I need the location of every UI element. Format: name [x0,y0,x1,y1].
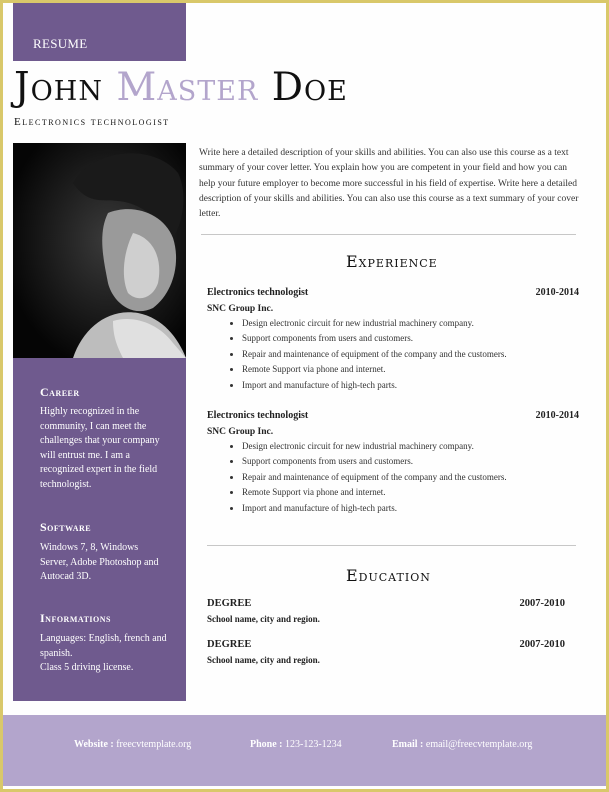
languages-text: Languages: English, french and spanish. [40,633,167,659]
middle-name: Master [116,65,259,110]
resume-tag-label: RESUME [33,36,88,51]
phone-value: 123-123-1234 [285,739,342,750]
degree-years: 2007-2010 [519,639,565,650]
degree-years: 2007-2010 [519,598,565,609]
duty-item: • Import and manufacture of high-tech parts. [242,378,579,393]
job-duties [207,316,579,393]
duty-item: • Support components from users and customers. [242,331,579,346]
career-text: Highly recognized in the community, I can meet the challenges that your company will entrust me. I am a recognized expert in the field technologist. [40,406,160,490]
divider [207,545,576,546]
school-name: School name, city and region. [207,614,320,624]
job-position: Electronics technologist [207,410,309,421]
education-item [207,639,565,665]
school-name: School name, city and region. [207,655,320,665]
experience-item [207,287,579,393]
footer-phone [250,739,342,750]
duty-item: • Remote Support via phone and internet. [242,485,579,500]
email-value: email@freecvtemplate.org [425,739,533,750]
license-text: Class 5 driving license. [40,662,134,673]
software-heading: Software [40,520,92,534]
job-company: SNC Group Inc. [207,304,274,314]
job-title: Electronics technologist [14,116,170,128]
education-heading: Education [346,566,431,585]
experience-heading: Experience [346,252,438,271]
job-company: SNC Group Inc. [207,427,274,437]
career-heading: Career [40,385,80,399]
job-position: Electronics technologist [207,287,309,298]
sidebar [13,358,186,701]
software-text: Windows 7, 8, Windows Server, Adobe Photoshop and Autocad 3D. [40,542,159,582]
resume-tag [13,3,186,61]
footer-website [74,739,191,750]
degree-name: DEGREE [207,598,252,609]
phone-label: Phone : [250,739,283,750]
candidate-name [14,64,348,112]
duty-item: • Remote Support via phone and internet. [242,362,579,377]
duty-item: • Design electronic circuit for new industrial machinery company. [242,439,579,454]
profile-photo [13,143,186,358]
footer-bar [3,715,606,786]
degree-name: DEGREE [207,639,252,650]
experience-item [207,410,579,516]
website-label: Website : [74,739,114,750]
duty-item: • Repair and maintenance of equipment of the company and the customers. [242,347,579,362]
duty-item: • Design electronic circuit for new industrial machinery company. [242,316,579,331]
profile-summary: Write here a detailed description of your skills and abilities. You can also use this course as a text summary of your cover letter. You explain how you are competent in your field and how you can help your future employer to become more successful in his field of expertise. Write here a detailed description of your skills and abilities. You can also use this course as a text summary of your cover letter. [199,148,579,220]
duty-item: • Import and manufacture of high-tech parts. [242,501,579,516]
website-value: freecvtemplate.org [116,739,192,750]
last-name: Doe [271,65,348,110]
first-name: John [14,65,103,110]
education-item [207,598,565,624]
email-label: Email : [392,739,424,750]
informations-heading: Informations [40,611,111,625]
duty-item: • Support components from users and customers. [242,454,579,469]
job-years: 2010-2014 [535,410,579,421]
job-years: 2010-2014 [535,287,579,298]
footer-email [392,739,532,750]
informations-text [40,632,168,676]
divider [201,234,576,235]
duty-item: • Repair and maintenance of equipment of the company and the customers. [242,470,579,485]
job-duties [207,439,579,516]
